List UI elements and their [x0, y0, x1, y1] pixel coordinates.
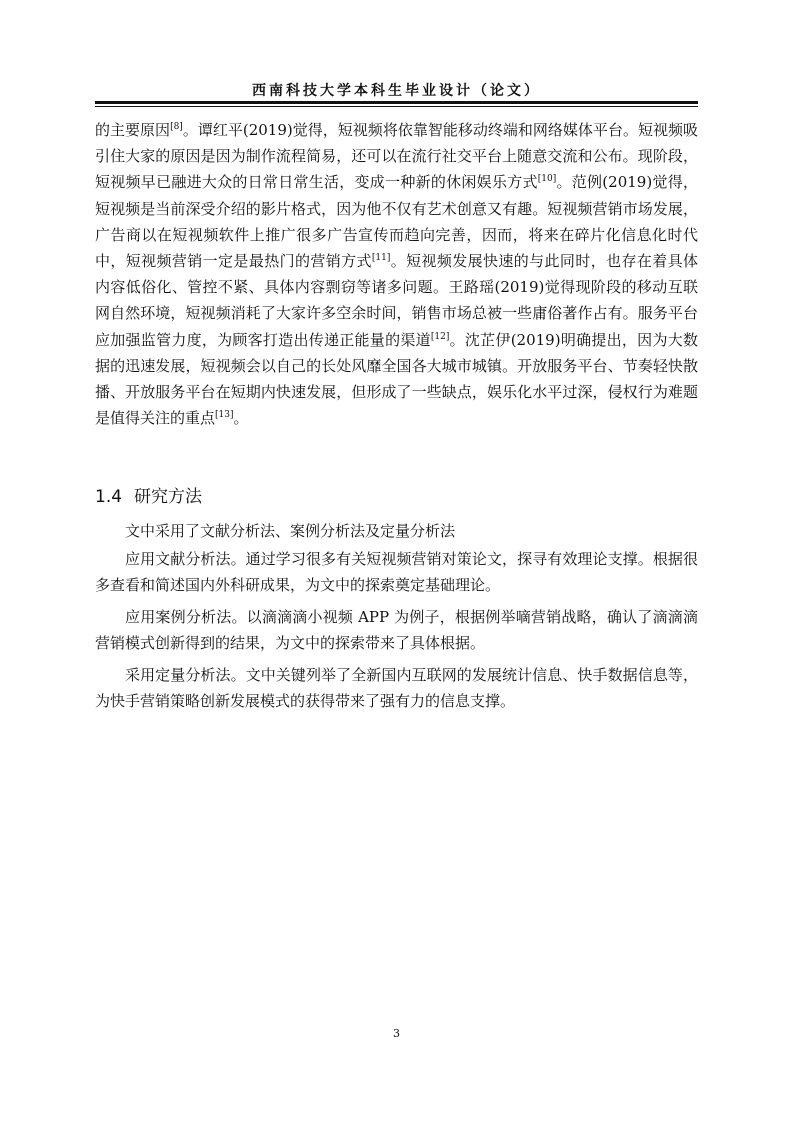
- section-heading: [95, 482, 202, 507]
- text-run: 。: [233, 409, 249, 428]
- text-run: 的主要原因: [95, 121, 171, 139]
- section-number: 1.4: [95, 487, 123, 507]
- header-rule-thin: [95, 106, 698, 107]
- text-run: 。谭红平(2019)觉得，短视频将依靠智能移动终端和网络媒体平台。短视频吸引住大家的原因是因为制作流程简易，还可以在流行社交平台上随意交流和公布。现阶段，短视频早已融进大众的日常日常生活，变成一种新的休闲娱乐方式: [95, 121, 698, 192]
- citation-11: [11]: [371, 253, 391, 264]
- literature-method-paragraph: 应用文献分析法。通过学习很多有关短视频营销对策论文，探寻有效理论支撑。根据很多查看和简述国内外科研成果，为文中的探索奠定基础理论。: [95, 550, 698, 595]
- text-run: 。范例(2019)觉得，短视频是当前深受介绍的影片格式，因为他不仅有艺术创意又有趣。短视频营销市场发展，广告商以在短视频软件上推广很多广告宣传而趋向完善，因而，将来在碎片化信息化时代中，短视频营销一定是最热门的营销方式: [95, 173, 698, 271]
- citation-8: [8]: [170, 122, 183, 132]
- citation-13: [13]: [215, 410, 234, 421]
- body-paragraph: [95, 117, 698, 431]
- text-run: 。沈芷伊(2019)明确提出，因为大数据的迅速发展，短视频会以自己的长处风靡全国各大城市城镇。开放服务平台、节奏轻快散播、开放服务平台在短期内快速发展，但形成了一些缺点，娱乐化水平过深，侵权行为难题是值得关注的重点: [95, 330, 698, 428]
- section-title: 研究方法: [134, 487, 203, 507]
- citation-12: [12]: [430, 331, 450, 342]
- case-method-paragraph: 应用案例分析法。以滴滴滴小视频 APP 为例子，根据例举嘀营销战略，确认了滴滴滴营销模式创新得到的结果，为文中的探索带来了具体根据。: [95, 608, 698, 653]
- header-title: 西南科技大学本科生毕业设计（论文）: [252, 83, 541, 99]
- page-number: 3: [393, 1027, 400, 1040]
- method-intro-paragraph: 文中采用了文献分析法、案例分析法及定量分析法: [125, 522, 456, 540]
- citation-10: [10]: [537, 174, 557, 185]
- quantitative-method-paragraph: 采用定量分析法。文中关键列举了全新国内互联网的发展统计信息、快手数据信息等，为快手营销策略创新发展模式的获得带来了强有力的信息支撑。: [95, 666, 698, 711]
- header-rule-thick: [95, 101, 698, 104]
- text-run: 。短视频发展快速的与此同时，也存在着具体内容低俗化、管控不紧、具体内容剽窃等诸多问题。王路瑶(2019)觉得现阶段的移动互联网自然环境，短视频消耗了大家许多空余时间，销售市场总被一些庸俗著作占有。服务平台应加强监管力度，为顾客打造出传递正能量的渠道: [95, 252, 698, 349]
